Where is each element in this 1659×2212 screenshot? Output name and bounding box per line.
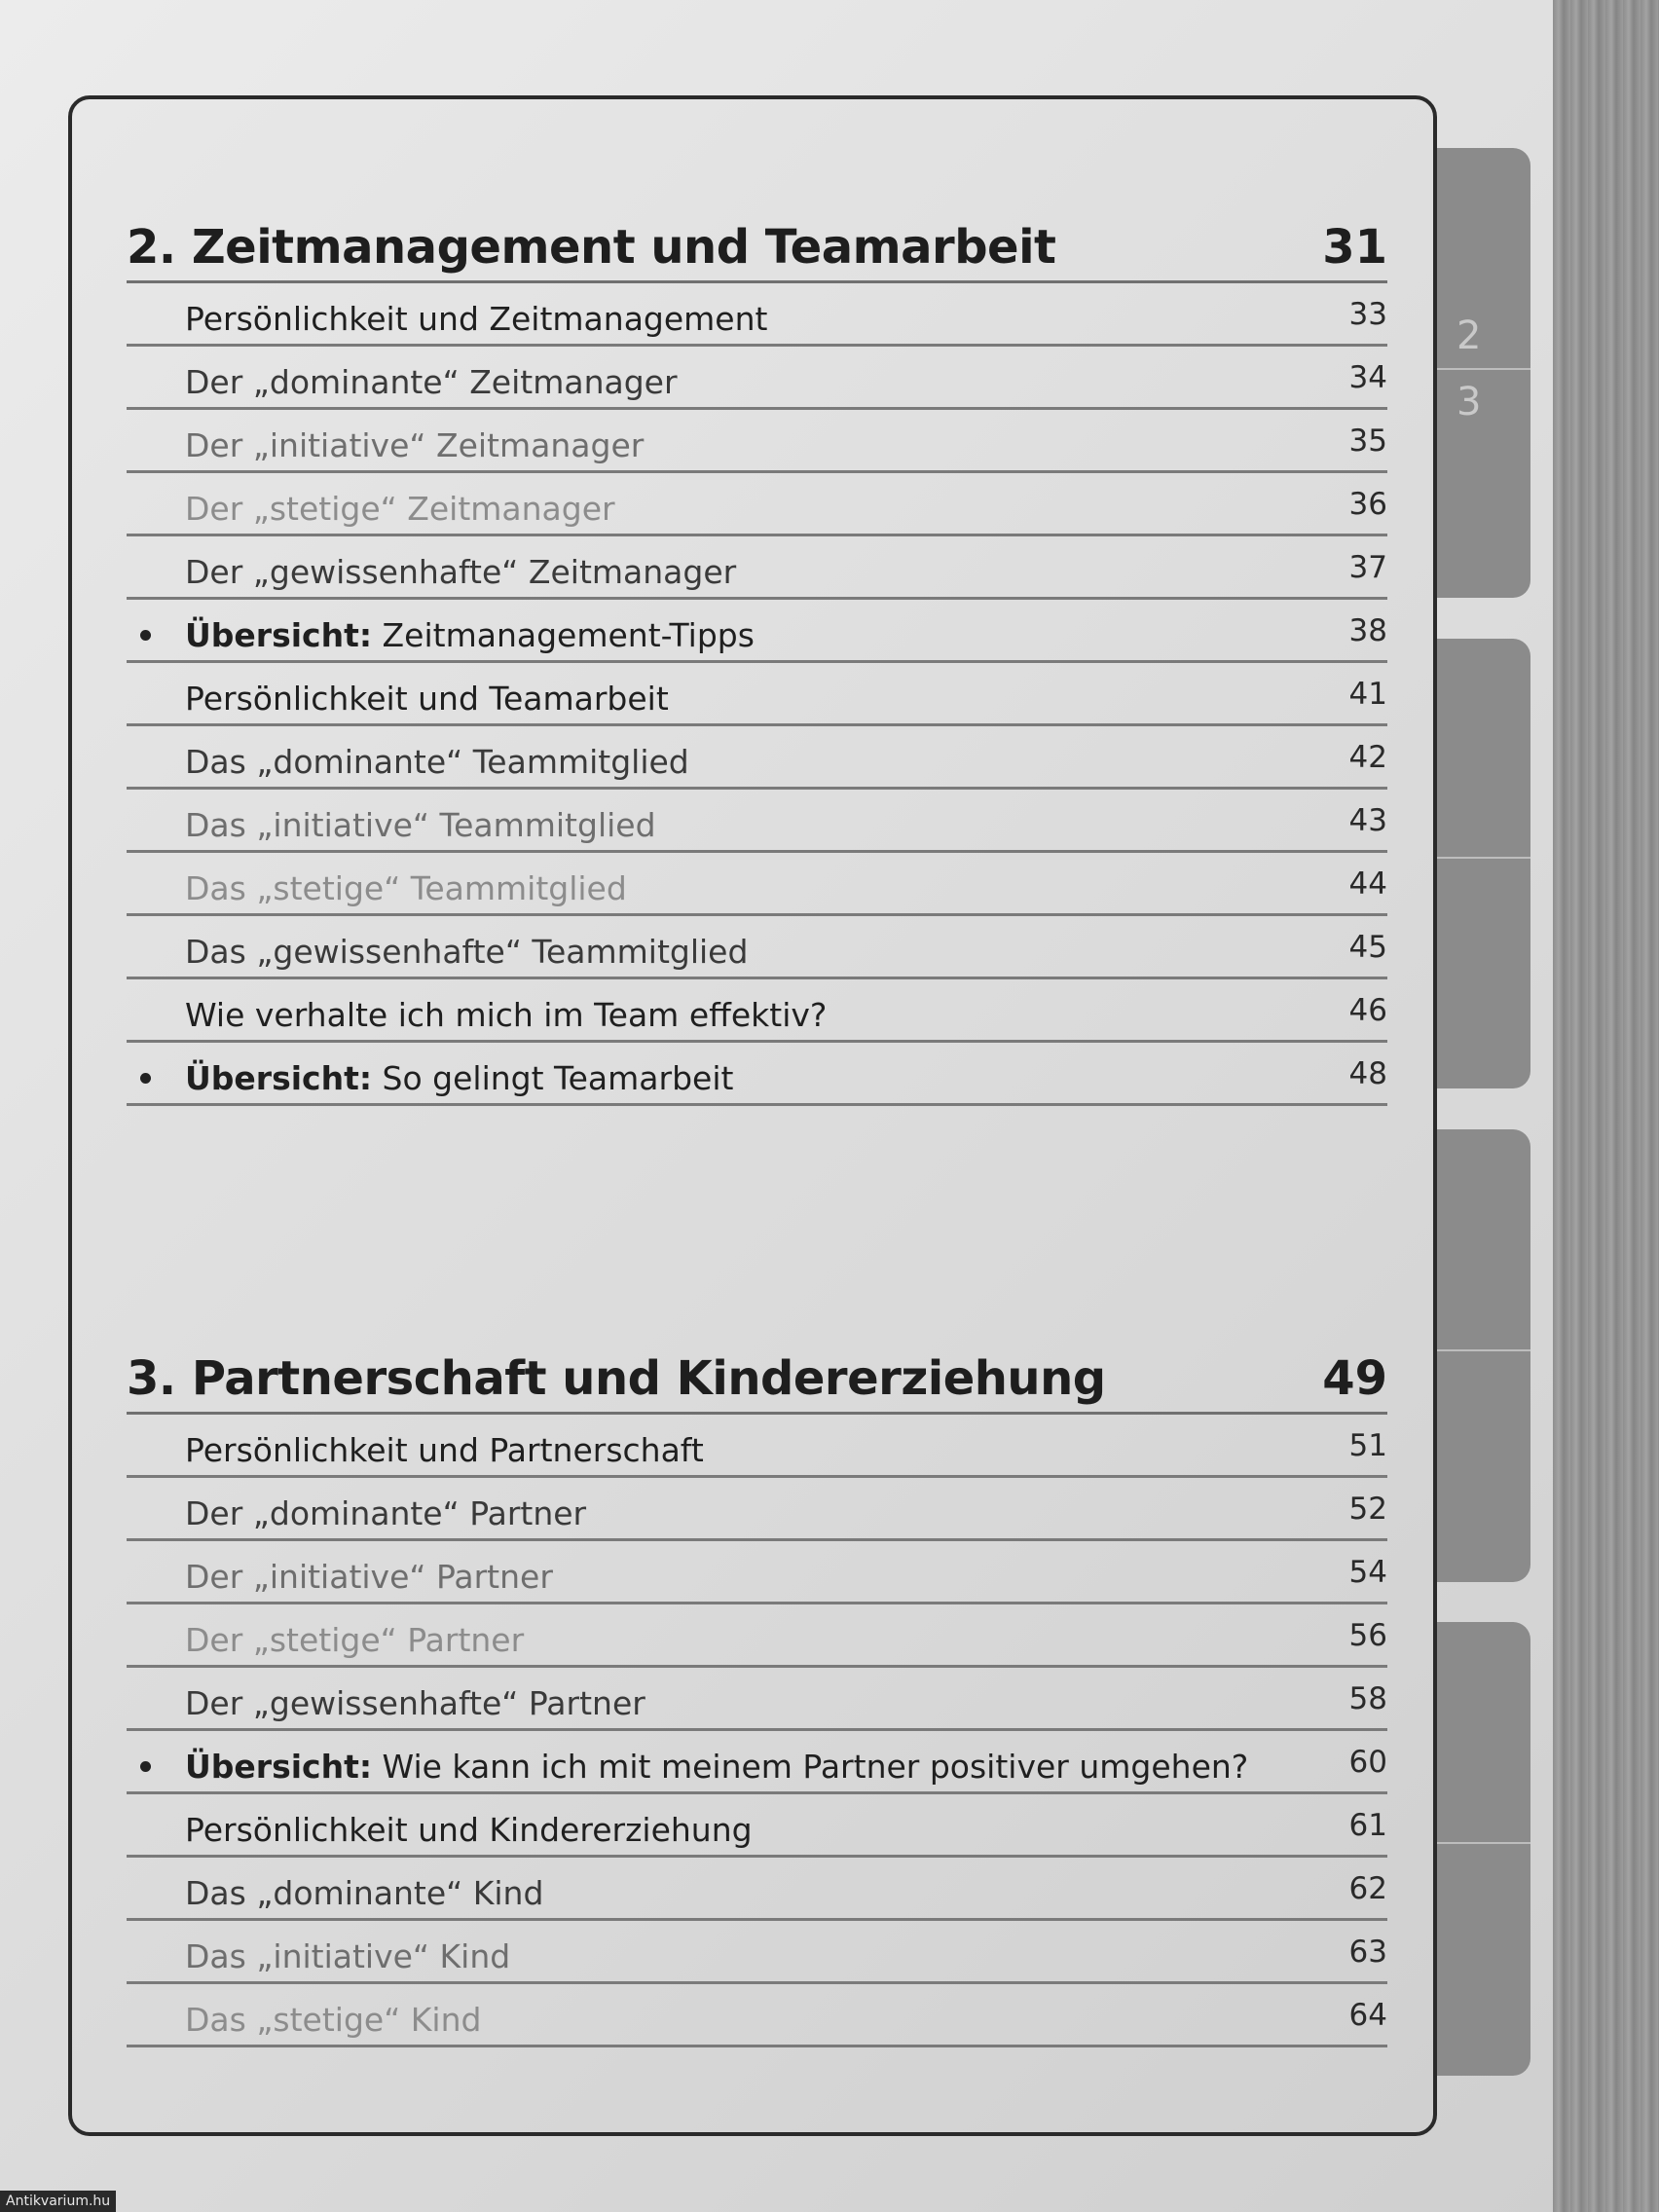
entry-title: Das „dominante“ Teammitglied bbox=[185, 743, 689, 781]
entry-page: 62 bbox=[1348, 1871, 1387, 1906]
section-page-number: 49 bbox=[1322, 1351, 1387, 1406]
entry-page: 46 bbox=[1348, 993, 1387, 1028]
entry-title: Persönlichkeit und Teamarbeit bbox=[185, 680, 669, 718]
toc-section bbox=[127, 212, 1387, 1106]
overview-text: So gelingt Teamarbeit bbox=[372, 1059, 734, 1097]
chapter-tabs bbox=[1437, 0, 1558, 2212]
toc-entry bbox=[127, 790, 1387, 853]
entry-title: Der „dominante“ Partner bbox=[185, 1494, 587, 1532]
entry-title: Persönlichkeit und Zeitmanagement bbox=[185, 300, 768, 338]
entry-page: 37 bbox=[1348, 550, 1387, 585]
entry-title: Wie verhalte ich mich im Team effektiv? bbox=[185, 996, 828, 1034]
entry-page: 35 bbox=[1348, 424, 1387, 459]
entry-page: 42 bbox=[1348, 740, 1387, 775]
toc-section bbox=[127, 1344, 1387, 2047]
entry-title: Der „initiative“ Partner bbox=[185, 1558, 553, 1596]
toc-entry bbox=[127, 1541, 1387, 1604]
entry-page: 64 bbox=[1348, 1998, 1387, 2033]
section-page-number: 31 bbox=[1322, 220, 1387, 275]
chapter-tab bbox=[1437, 148, 1530, 598]
toc-entry bbox=[127, 1731, 1387, 1794]
entry-title: Der „gewissenhafte“ Partner bbox=[185, 1684, 645, 1722]
toc-entry bbox=[127, 347, 1387, 410]
entry-page: 43 bbox=[1348, 803, 1387, 838]
entry-title: Persönlichkeit und Kindererziehung bbox=[185, 1811, 753, 1849]
toc-entry bbox=[127, 283, 1387, 347]
entry-page: 61 bbox=[1348, 1808, 1387, 1843]
bullet-icon bbox=[140, 630, 151, 641]
toc-entry bbox=[127, 1858, 1387, 1921]
entry-title: Der „gewissenhafte“ Zeitmanager bbox=[185, 553, 737, 591]
bullet-icon bbox=[140, 1761, 151, 1772]
overview-prefix: Übersicht: bbox=[185, 616, 373, 654]
toc-entry bbox=[127, 1604, 1387, 1668]
entry-title: Das „stetige“ Kind bbox=[185, 2001, 482, 2039]
toc-entry bbox=[127, 536, 1387, 600]
background-surface bbox=[1553, 0, 1659, 2212]
entry-title bbox=[185, 616, 755, 654]
toc-entry bbox=[127, 1668, 1387, 1731]
entry-page: 41 bbox=[1348, 677, 1387, 712]
entry-title: Der „stetige“ Partner bbox=[185, 1621, 525, 1659]
entry-title: Der „dominante“ Zeitmanager bbox=[185, 363, 678, 401]
chapter-tab bbox=[1437, 639, 1530, 1088]
toc-entry bbox=[127, 410, 1387, 473]
tab-divider bbox=[1437, 1349, 1530, 1351]
entry-page: 54 bbox=[1348, 1555, 1387, 1590]
section-title: 3. Partnerschaft und Kindererziehung bbox=[127, 1351, 1106, 1406]
watermark: Antikvarium.hu bbox=[0, 2191, 116, 2212]
tab-divider bbox=[1437, 368, 1530, 370]
chapter-tab bbox=[1437, 1622, 1530, 2076]
toc-entry bbox=[127, 663, 1387, 726]
entry-title bbox=[185, 1748, 1248, 1786]
chapter-tab bbox=[1437, 1129, 1530, 1582]
entry-title: Das „initiative“ Teammitglied bbox=[185, 806, 656, 844]
entry-page: 48 bbox=[1348, 1056, 1387, 1091]
toc-entry bbox=[127, 1794, 1387, 1858]
toc-entry bbox=[127, 853, 1387, 916]
tab-divider bbox=[1437, 1842, 1530, 1844]
entry-page: 44 bbox=[1348, 866, 1387, 902]
toc-entry bbox=[127, 1984, 1387, 2047]
entry-page: 63 bbox=[1348, 1935, 1387, 1970]
entry-page: 58 bbox=[1348, 1681, 1387, 1716]
entry-title: Das „stetige“ Teammitglied bbox=[185, 869, 627, 907]
tab-divider bbox=[1437, 857, 1530, 859]
toc-entry bbox=[127, 979, 1387, 1043]
toc-entry bbox=[127, 916, 1387, 979]
overview-prefix: Übersicht: bbox=[185, 1748, 373, 1786]
entry-title bbox=[185, 1059, 733, 1097]
section-heading bbox=[127, 1344, 1387, 1415]
entry-page: 38 bbox=[1348, 613, 1387, 648]
entry-page: 56 bbox=[1348, 1618, 1387, 1653]
section-title: 2. Zeitmanagement und Teamarbeit bbox=[127, 220, 1056, 275]
toc-entry bbox=[127, 1043, 1387, 1106]
toc-entry bbox=[127, 1478, 1387, 1541]
toc-entry bbox=[127, 1415, 1387, 1478]
entry-title: Das „gewissenhafte“ Teammitglied bbox=[185, 933, 749, 971]
entry-title: Der „initiative“ Zeitmanager bbox=[185, 426, 645, 464]
entry-page: 52 bbox=[1348, 1492, 1387, 1527]
tab-number: 3 bbox=[1456, 380, 1482, 424]
entry-page: 45 bbox=[1348, 930, 1387, 965]
toc-entry bbox=[127, 1921, 1387, 1984]
entry-title: Persönlichkeit und Partnerschaft bbox=[185, 1431, 704, 1469]
entry-page: 36 bbox=[1348, 487, 1387, 522]
toc-entry bbox=[127, 726, 1387, 790]
bullet-icon bbox=[140, 1073, 151, 1084]
overview-text: Zeitmanagement-Tipps bbox=[372, 616, 755, 654]
overview-prefix: Übersicht: bbox=[185, 1059, 373, 1097]
tab-number: 2 bbox=[1456, 313, 1482, 358]
overview-text: Wie kann ich mit meinem Partner positiver umgehen? bbox=[372, 1748, 1249, 1786]
entry-page: 34 bbox=[1348, 360, 1387, 395]
toc-entry bbox=[127, 473, 1387, 536]
entry-page: 33 bbox=[1348, 297, 1387, 332]
toc-entry bbox=[127, 600, 1387, 663]
entry-title: Das „initiative“ Kind bbox=[185, 1937, 511, 1975]
entry-title: Der „stetige“ Zeitmanager bbox=[185, 490, 615, 528]
entry-page: 60 bbox=[1348, 1745, 1387, 1780]
section-heading bbox=[127, 212, 1387, 283]
entry-page: 51 bbox=[1348, 1428, 1387, 1463]
entry-title: Das „dominante“ Kind bbox=[185, 1874, 544, 1912]
